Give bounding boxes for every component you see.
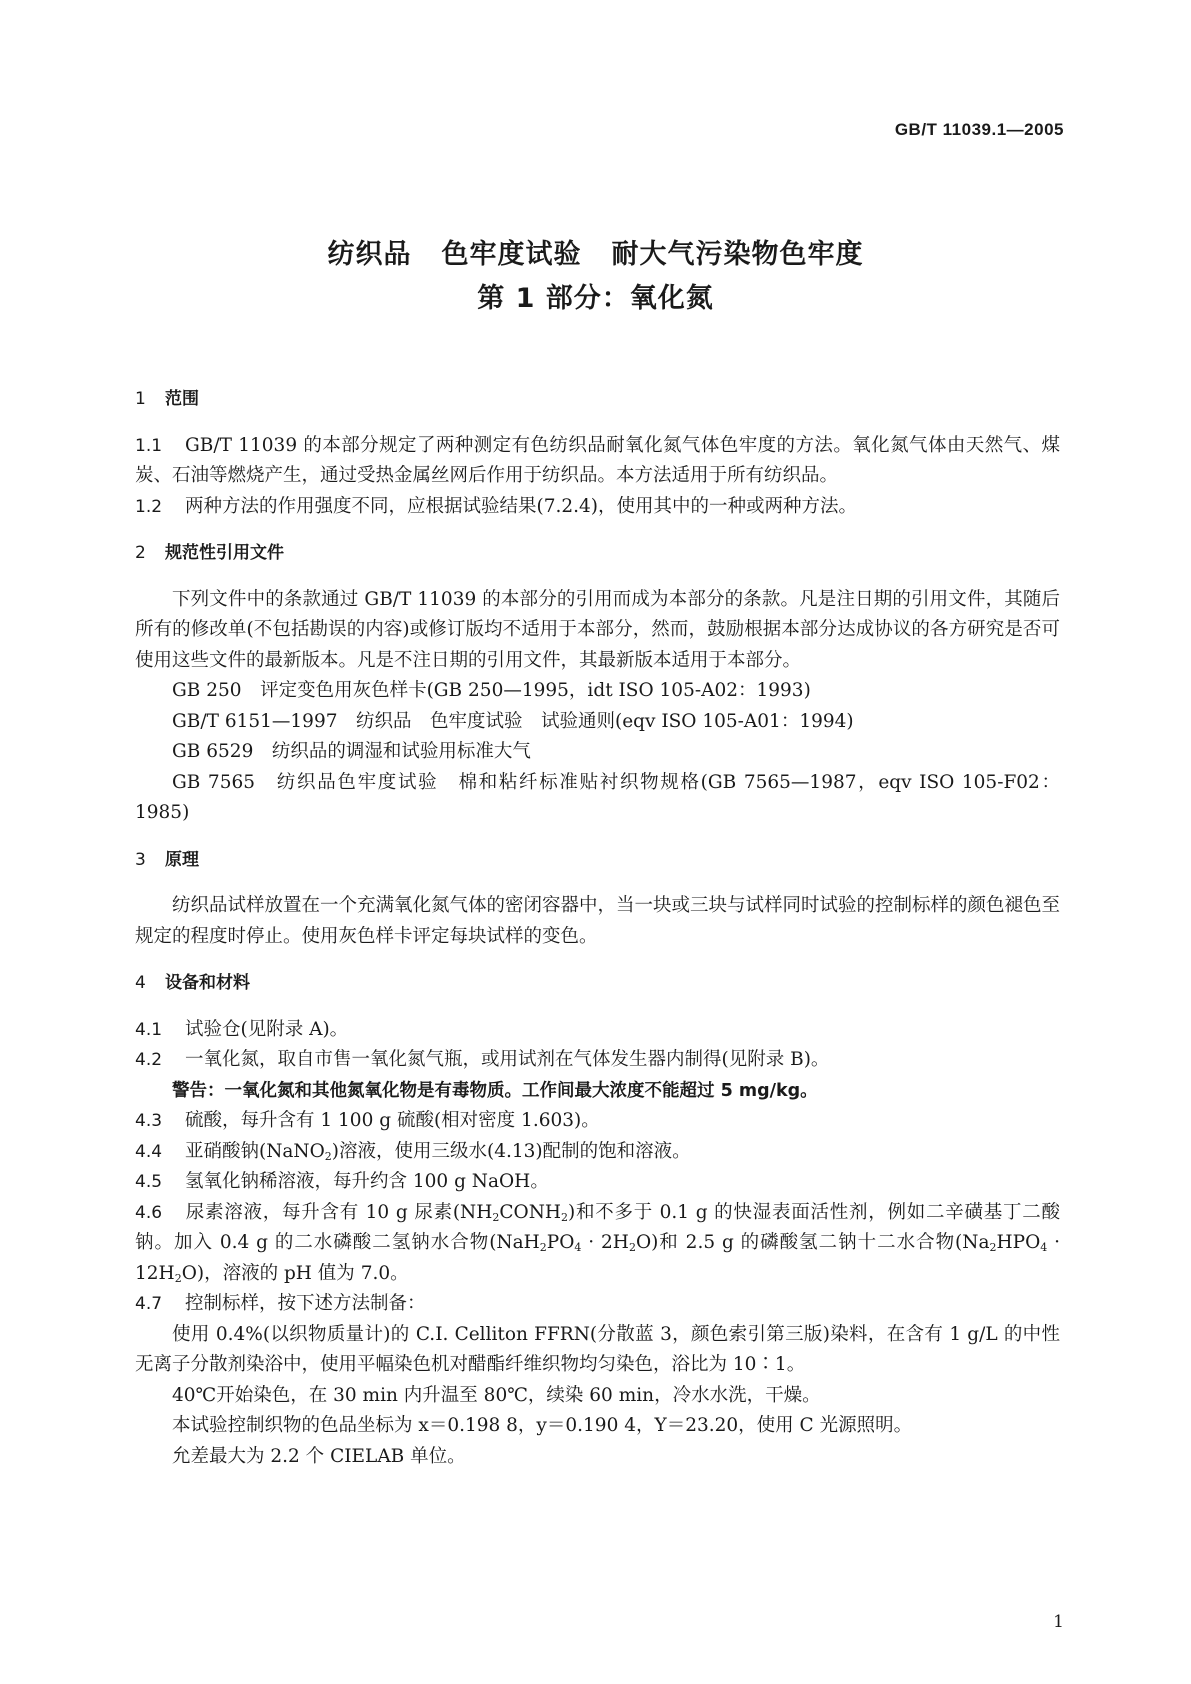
control-sample-chromaticity: 本试验控制织物的色品坐标为 x＝0.198 8，y＝0.190 4，Y＝23.20，使用 C 光源照明。 xyxy=(172,1415,913,1436)
clause-4-5: 4.5 氢氧化钠稀溶液，每升约含 100 g NaOH。 xyxy=(135,1171,549,1192)
control-sample-dyeing: 使用 0.4%(以织物质量计)的 C.I. Celliton FFRN(分散蓝 3，颜色索引第三版)染料，在含有 1 g/L 的中性无离子分散剂染浴中，使用平幅染色机对醋酯纤维织物均匀染色，浴比为 10∶1。 xyxy=(135,1323,1060,1375)
clause-4-2: 4.2 一氧化氮，取自市售一氧化氮气瓶，或用试剂在气体发生器内制得(见附录 B)。 xyxy=(135,1049,830,1070)
reference-item: GB 6529 纺织品的调湿和试验用标准大气 xyxy=(172,741,531,762)
references-intro: 下列文件中的条款通过 GB/T 11039 的本部分的引用而成为本部分的条款。凡是注日期的引用文件，其随后所有的修改单(不包括勘误的内容)或修订版均不适用于本部分，然而，鼓励根据本部分达成协议的各方研究是否可使用这些文件的最新版本。凡是不注日期的引用文件，其最新版本适用于本部分。 xyxy=(135,588,1060,671)
document-title-line2: 第 1 部分：氧化氮 xyxy=(477,283,714,314)
standard-code: GB/T 11039.1—2005 xyxy=(894,120,1064,139)
section-2-heading: 2 规范性引用文件 xyxy=(135,543,284,563)
control-sample-temperature: 40℃开始染色，在 30 min 内升温至 80℃，续染 60 min，冷水水洗，干燥。 xyxy=(172,1384,821,1406)
clause-4-6: 4.6 尿素溶液，每升含有 10 g 尿素$(NH_2CONH_2)$和不多于 0.1 g 的快湿表面活性剂，例如二辛磺基丁二酸钠。加入 0.4 g 的二水磷酸二氢钠水合物$(NaH_2PO_4 \cdot 2H_2O)$和 2.5 g 的磷酸氢二钠十二水合物$(Na_2HPO_4 \cdot 12H_2O)$，溶液的 pH 值为 7.0。 xyxy=(135,1201,1061,1285)
clause-4-4: 4.4 亚硝酸钠(NaNO$_2$)溶液，使用三级水(4.13)配制的饱和溶液。 xyxy=(135,1140,691,1163)
principle-paragraph: 纺织品试样放置在一个充满氧化氮气体的密闭容器中，当一块或三块与试样同时试验的控制标样的颜色褪色至规定的程度时停止。使用灰色样卡评定每块试样的变色。 xyxy=(135,895,1061,947)
document-body xyxy=(135,378,1060,1472)
section-3-heading: 3 原理 xyxy=(135,849,199,870)
title-part-textiles: 纺织品 xyxy=(327,239,412,270)
section-4-heading: 4 设备和材料 xyxy=(135,973,250,993)
page-number: 1 xyxy=(1053,1612,1064,1632)
title-part-atmospheric: 耐大气污染物色牢度 xyxy=(611,239,864,270)
clause-1-2: 1.2 两种方法的作用强度不同，应根据试验结果(7.2.4)，使用其中的一种或两种方法。 xyxy=(135,495,858,517)
document-title-line1 xyxy=(0,232,1191,271)
reference-item: GB 250 评定变色用灰色样卡(GB 250—1995，idt ISO 105-A02：1993) xyxy=(172,680,811,701)
clause-1-1: 1.1 GB/T 11039 的本部分规定了两种测定有色纺织品耐氧化氮气体色牢度的方法。氧化氮气体由天然气、煤炭、石油等燃烧产生，通过受热金属丝网后作用于纺织品。本方法适用于所有纺织品。 xyxy=(135,434,1060,486)
title-part-colorfastness-test: 色牢度试验 xyxy=(441,239,582,270)
reference-item: GB 7565 纺织品色牢度试验 棉和粘纤标准贴衬织物规格(GB 7565—1987，eqv ISO 105-F02：1985) xyxy=(135,771,1060,823)
clause-4-3: 4.3 硫酸，每升含有 1 100 g 硫酸(相对密度 1.603)。 xyxy=(135,1110,600,1131)
warning-note: 警告：一氧化氮和其他氮氧化物是有毒物质。工作间最大浓度不能超过 5 mg/kg。 xyxy=(172,1080,818,1101)
section-1-heading: 1 范围 xyxy=(135,389,199,409)
control-sample-tolerance: 允差最大为 2.2 个 CIELAB 单位。 xyxy=(172,1445,466,1467)
clause-4-1: 4.1 试验仓(见附录 A)。 xyxy=(135,1018,349,1040)
reference-item: GB/T 6151—1997 纺织品 色牢度试验 试验通则(eqv ISO 105-A01：1994) xyxy=(172,710,854,732)
clause-4-7: 4.7 控制标样，按下述方法制备： xyxy=(135,1293,426,1314)
